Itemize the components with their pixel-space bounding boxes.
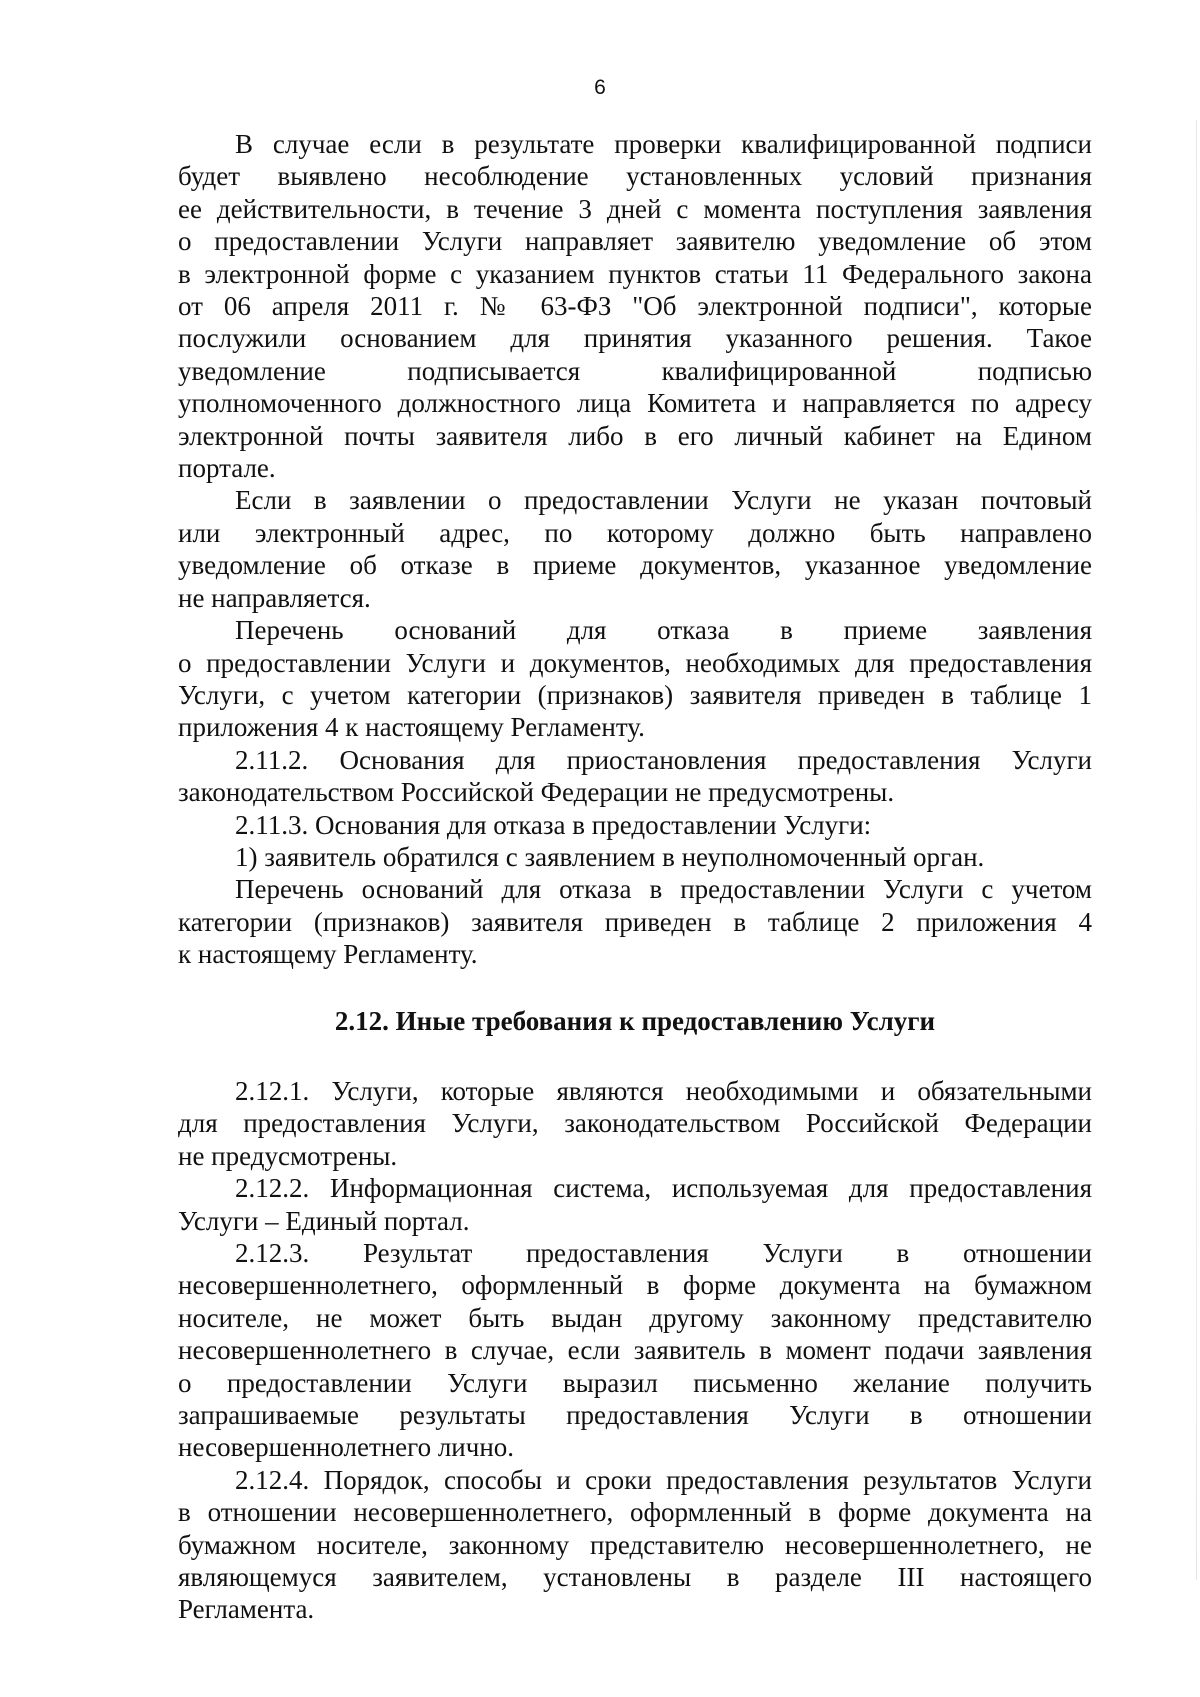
text-line: категории (признаков) заявителя приведен в таблице 2 приложения 4 — [178, 906, 1092, 937]
paragraph — [178, 1237, 1092, 1464]
text-line: 2.11.2. Основания для приостановления предоставления Услуги — [235, 744, 1092, 775]
text-line: от 06 апреля 2011 г. № 63-ФЗ "Об электронной подписи", которые — [178, 291, 1092, 322]
paragraph — [178, 128, 1092, 484]
text-line: уведомление об отказе в приеме документов, указанное уведомление — [178, 550, 1092, 581]
text-line: ее действительности, в течение 3 дней с момента поступления заявления — [178, 193, 1092, 224]
text-line: Перечень оснований для отказа в предоставлении Услуги с учетом — [235, 874, 1092, 905]
text-line: не предусмотрены. — [178, 1140, 398, 1171]
document-body — [178, 128, 1092, 1626]
text-line: Если в заявлении о предоставлении Услуги не указан почтовый — [235, 485, 1092, 516]
paragraphs-after-heading — [178, 1075, 1092, 1626]
text-line: несовершеннолетнего, оформленный в форме документа на бумажном — [178, 1270, 1092, 1301]
text-line: к настоящему Регламенту. — [178, 939, 478, 970]
text-line: Регламента. — [178, 1594, 315, 1625]
text-line: носителе, не может быть выдан другому законному представителю — [178, 1302, 1092, 1333]
text-line: бумажном носителе, законному представителю несовершеннолетнего, не — [178, 1529, 1092, 1560]
text-line: 2.11.3. Основания для отказа в предоставлении Услуги: — [235, 809, 872, 840]
text-line: не направляется. — [178, 582, 371, 613]
text-line: уведомление подписывается квалифицированной подписью — [178, 355, 1092, 386]
paragraph — [178, 484, 1092, 614]
text-line: будет выявлено несоблюдение установленных условий признания — [178, 161, 1092, 192]
text-line: запрашиваемые результаты предоставления Услуги в отношении — [178, 1400, 1092, 1431]
text-line: о предоставлении Услуги выразил письменно желание получить — [178, 1367, 1092, 1398]
paragraph — [178, 809, 1092, 841]
text-line: уполномоченного должностного лица Комитета и направляется по адресу — [178, 388, 1092, 419]
text-line: законодательством Российской Федерации не предусмотрены. — [178, 777, 895, 808]
text-line: 2.12.2. Информационная система, используемая для предоставления — [235, 1173, 1092, 1204]
text-line: в отношении несовершеннолетнего, оформленный в форме документа на — [178, 1497, 1092, 1528]
text-line: о предоставлении Услуги и документов, необходимых для предоставления — [178, 647, 1092, 678]
text-line: или электронный адрес, по которому должно быть направлено — [178, 517, 1092, 548]
text-line: портале. — [178, 453, 276, 484]
paragraphs-before-heading — [178, 128, 1092, 971]
text-line: являющемуся заявителем, установлены в разделе III настоящего — [178, 1562, 1092, 1593]
text-line: приложения 4 к настоящему Регламенту. — [178, 712, 645, 743]
text-line: несовершеннолетнего в случае, если заявитель в момент подачи заявления — [178, 1335, 1092, 1366]
text-line: послужили основанием для принятия указанного решения. Такое — [178, 323, 1092, 354]
paragraph — [178, 744, 1092, 809]
text-line: 2.12.1. Услуги, которые являются необходимыми и обязательными — [235, 1075, 1092, 1106]
section-heading: 2.12. Иные требования к предоставлению Услуги — [334, 1005, 936, 1036]
text-line: о предоставлении Услуги направляет заявителю уведомление об этом — [178, 226, 1092, 257]
text-line: несовершеннолетнего лично. — [178, 1432, 515, 1463]
text-line: 1) заявитель обратился с заявлением в неуполномоченный орган. — [235, 841, 985, 872]
text-line: в электронной форме с указанием пунктов статьи 11 Федерального закона — [178, 258, 1092, 289]
text-line: Услуги, с учетом категории (признаков) заявителя приведен в таблице 1 — [178, 679, 1092, 710]
paragraph — [178, 1172, 1092, 1237]
paragraph — [178, 841, 1092, 873]
text-line: 2.12.3. Результат предоставления Услуги в отношении — [235, 1238, 1092, 1268]
scan-edge-line — [1196, 120, 1197, 1580]
text-line: для предоставления Услуги, законодательством Российской Федерации — [178, 1108, 1092, 1139]
page-number: 6 — [594, 76, 606, 99]
paragraph — [178, 873, 1092, 970]
text-line: электронной почты заявителя либо в его личный кабинет на Едином — [178, 420, 1092, 451]
text-line: В случае если в результате проверки квалифицированной подписи — [235, 129, 1092, 159]
paragraph — [178, 614, 1092, 744]
paragraph — [178, 1464, 1092, 1626]
text-line: 2.12.4. Порядок, способы и сроки предоставления результатов Услуги — [235, 1464, 1092, 1495]
paragraph — [178, 1075, 1092, 1172]
text-line: Перечень оснований для отказа в приеме заявления — [235, 615, 1092, 646]
text-line: Услуги – Единый портал. — [178, 1205, 470, 1236]
